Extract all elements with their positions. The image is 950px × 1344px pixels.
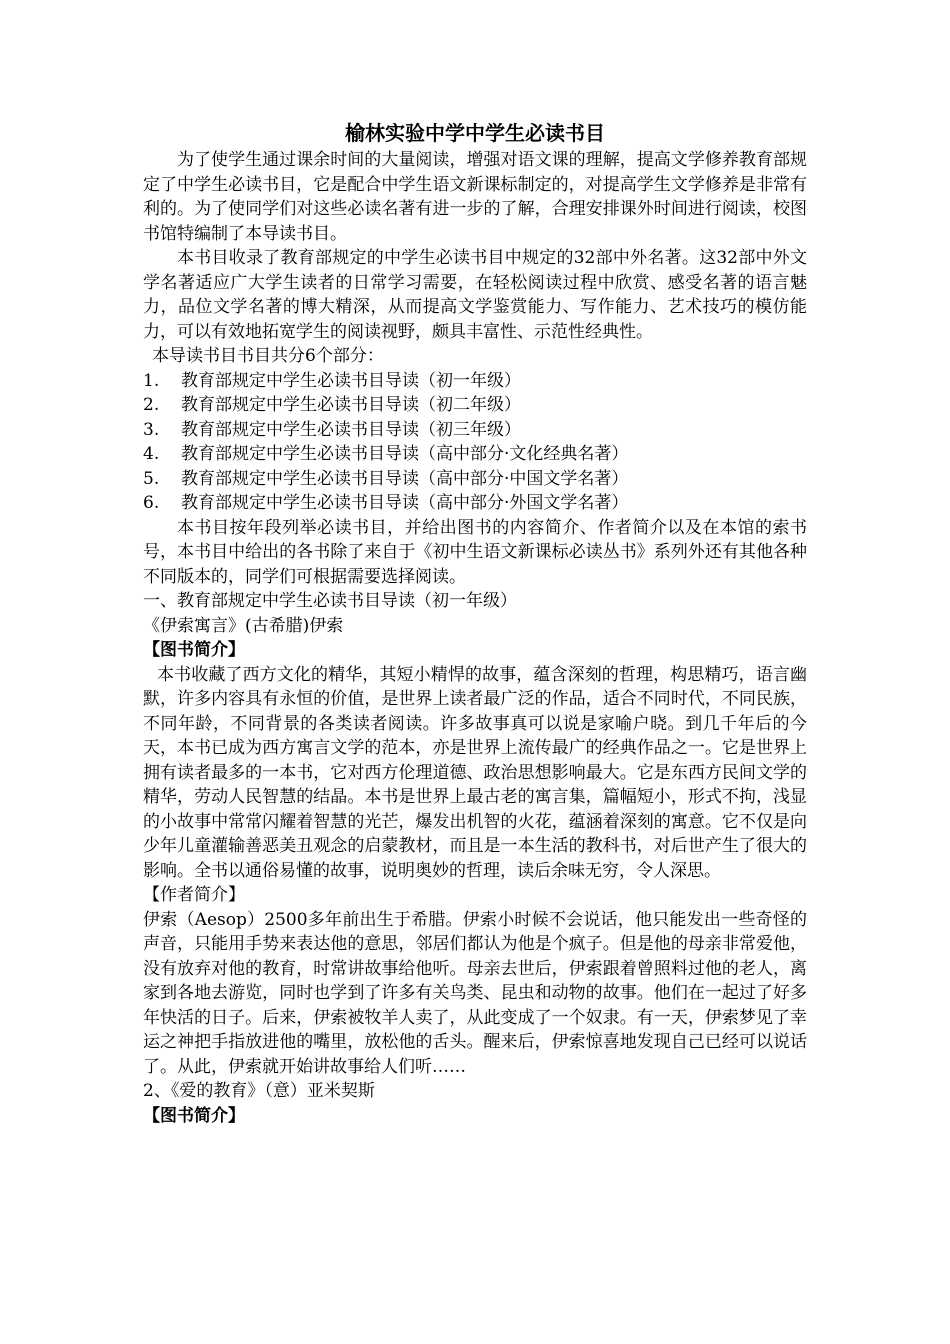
list-item-text: 教育部规定中学生必读书目导读（初二年级） [181,395,521,415]
book-intro-heading: 【图书简介】 [143,640,245,660]
list-item-text: 教育部规定中学生必读书目导读（高中部分·文化经典名著） [181,444,629,464]
list-item [143,418,807,443]
intro-paragraph-2: 本书目收录了教育部规定的中学生必读书目中规定的32部中外名著。这32部中外文学名著适应广大学生读者的日常学习需要，在轻松阅读过程中欣赏、感受名著的语言魅力，品位文学名著的博大精深，从而提高文学鉴赏能力、写作能力、艺术技巧的模仿能力，可以有效地拓宽学生的阅读视野，颇具丰富性、示范性经典性。 [143,248,807,342]
document-title: 榆林实验中学中学生必读书目 [345,121,605,145]
list-item [143,491,807,516]
list-number: 3. [143,419,160,440]
list-item-text: 教育部规定中学生必读书目导读（高中部分·外国文学名著） [181,493,629,513]
list-item-text: 教育部规定中学生必读书目导读（初三年级） [181,419,521,440]
list-item [143,442,807,467]
list-item-text: 教育部规定中学生必读书目导读（初一年级） [181,370,521,391]
parts-list [143,369,807,516]
list-number: 4. [143,444,160,464]
list-item-text: 教育部规定中学生必读书目导读（高中部分·中国文学名著） [181,468,629,489]
book-intro-heading-2: 【图书简介】 [143,1105,245,1126]
list-number: 1. [143,370,160,391]
book-intro-text: 本书收藏了西方文化的精华，其短小精悍的故事，蕴含深刻的哲理，构思精巧，语言幽默，许多内容具有永恒的价值，是世界上读者最广泛的作品，适合不同时代，不同民族，不同年龄，不同背景的各类读者阅读。许多故事真可以说是家喻户晓。到几千年后的今天，本书已成为西方寓言文学的范本，亦是世界上流传最广的经典作品之一。它是世界上拥有读者最多的一本书，它对西方伦理道德、政治思想影响最大。它是东西方民间文学的精华，劳动人民智慧的结晶。本书是世界上最古老的寓言集，篇幅短小，形式不拘，浅显的小故事中常常闪耀着智慧的光芒，爆发出机智的火花，蕴涵着深刻的寓意。它不仅是向少年儿童灌输善恶美丑观念的启蒙教材，而且是一本生活的教科书，对后世产生了很大的影响。全书以通俗易懂的故事，说明奥妙的哲理，读后余味无穷，令人深思。 [143,664,807,881]
book-title-line: 《伊索寓言》(古希腊)伊索 [143,615,344,636]
author-intro-heading: 【作者简介】 [143,885,245,905]
document-page [143,118,807,1128]
author-intro-text: 伊索（Aesop）2500多年前出生于希腊。伊索小时候不会说话，他只能发出一些奇怪的声音，只能用手势来表达他的意思，邻居们都认为他是个疯子。但是他的母亲非常爱他，没有放弃对他的教育，时常讲故事给他听。母亲去世后，伊索跟着曾照料过他的老人，离家到各地去游览，同时也学到了许多有关鸟类、昆虫和动物的故事。他们在一起过了好多年快活的日子。后来，伊索被牧羊人卖了，从此变成了一个奴隶。有一天，伊索梦见了幸运之神把手指放进他的嘴里，放松他的舌头。醒来后，伊索惊喜地发现自己已经可以说话了。从此，伊索就开始讲故事给人们听…… [143,909,807,1077]
arrangement-paragraph: 本书目按年段列举必读书目，并给出图书的内容简介、作者简介以及在本馆的索书号，本书目中给出的各书除了来自于《初中生语文新课标必读丛书》系列外还有其他各种不同版本的，同学们可根据需要选择阅读。 [143,517,807,587]
section-heading: 一、教育部规定中学生必读书目导读（初一年级） [143,591,517,611]
intro-paragraph-1: 为了使学生通过课余时间的大量阅读，增强对语文课的理解，提高文学修养教育部规定了中学生必读书目，它是配合中学生语文新课标制定的，对提高学生文学修养是非常有利的。为了使同学们对这些必读名著有进一步的了解，合理安排课外时间进行阅读，校图书馆特编制了本导读书目。 [143,150,807,244]
book-title-line-2: 2、《爱的教育》（意）亚米契斯 [143,1081,375,1101]
list-item [143,369,807,394]
parts-lead: 本导读书目书目共分6个部分： [152,346,384,366]
list-number: 6. [143,493,160,513]
list-number: 5. [143,468,160,489]
list-number: 2. [143,395,160,415]
list-item [143,393,807,418]
list-item [143,467,807,492]
